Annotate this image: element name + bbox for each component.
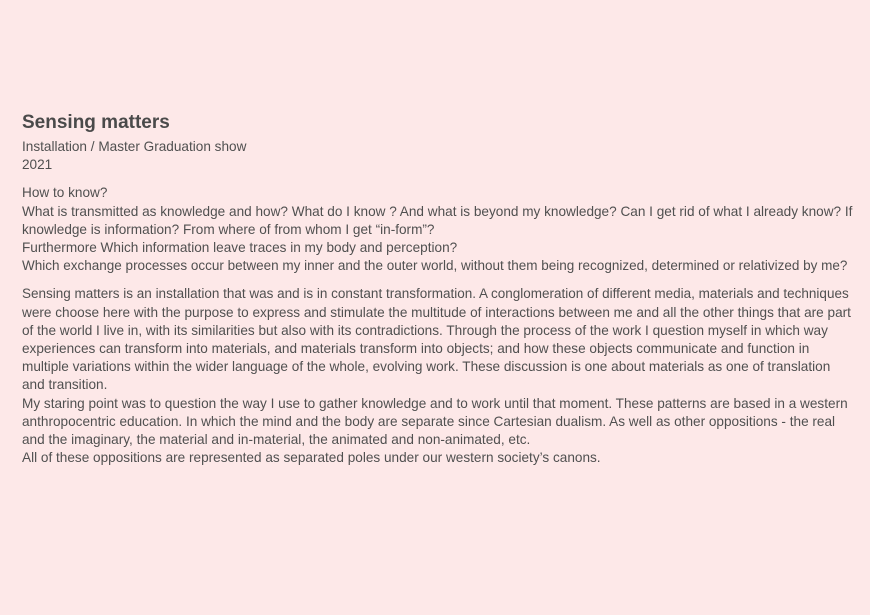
project-year: 2021 <box>22 157 53 173</box>
question-line: What is transmitted as knowledge and how? What do I know ? And what is beyond my knowledge? Can I get rid of what I already know? If <box>22 203 853 219</box>
questions-paragraph <box>22 184 852 275</box>
description-line: and transition. <box>22 377 108 393</box>
description-line: were choose here with the purpose to express and stimulate the multitude of interactions between me and all the other things that are part <box>22 304 851 320</box>
project-title: Sensing matters <box>22 112 170 133</box>
description-line: experiences can transform into materials, and materials transform into objects; and how these objects communicate and function in <box>22 341 810 357</box>
description-line: of the world I live in, with its similarities but also with its contradictions. Through the process of the work I question myself in which way <box>22 322 828 338</box>
question-line: How to know? <box>22 185 108 201</box>
description-line: multiple variations within the wider language of the whole, evolving work. These discussion is one about materials as one of translation <box>22 359 831 375</box>
description-line: Sensing matters is an installation that was and is in constant transformation. A conglomeration of different media, materials and techniques <box>22 286 849 302</box>
description-paragraph <box>22 285 852 467</box>
description-line: and the imaginary, the material and in-material, the animated and non-animated, etc. <box>22 432 531 448</box>
project-type: Installation / Master Graduation show <box>22 139 247 154</box>
question-line: knowledge is information? From where of from whom I get “in-form”? <box>22 221 435 237</box>
project-text <box>22 112 852 467</box>
question-line: Which exchange processes occur between my inner and the outer world, without them being recognized, determined or relativized by me? <box>22 258 848 274</box>
description-line: My staring point was to question the way I use to gather knowledge and to work until that moment. These patterns are based in a western <box>22 395 848 411</box>
description-line: anthropocentric education. In which the mind and the body are separate since Cartesian dualism. As well as other oppositions - the real <box>22 413 836 429</box>
description-line: All of these oppositions are represented as separated poles under our western society’s canons. <box>22 450 601 466</box>
question-line: Furthermore Which information leave traces in my body and perception? <box>22 240 458 256</box>
